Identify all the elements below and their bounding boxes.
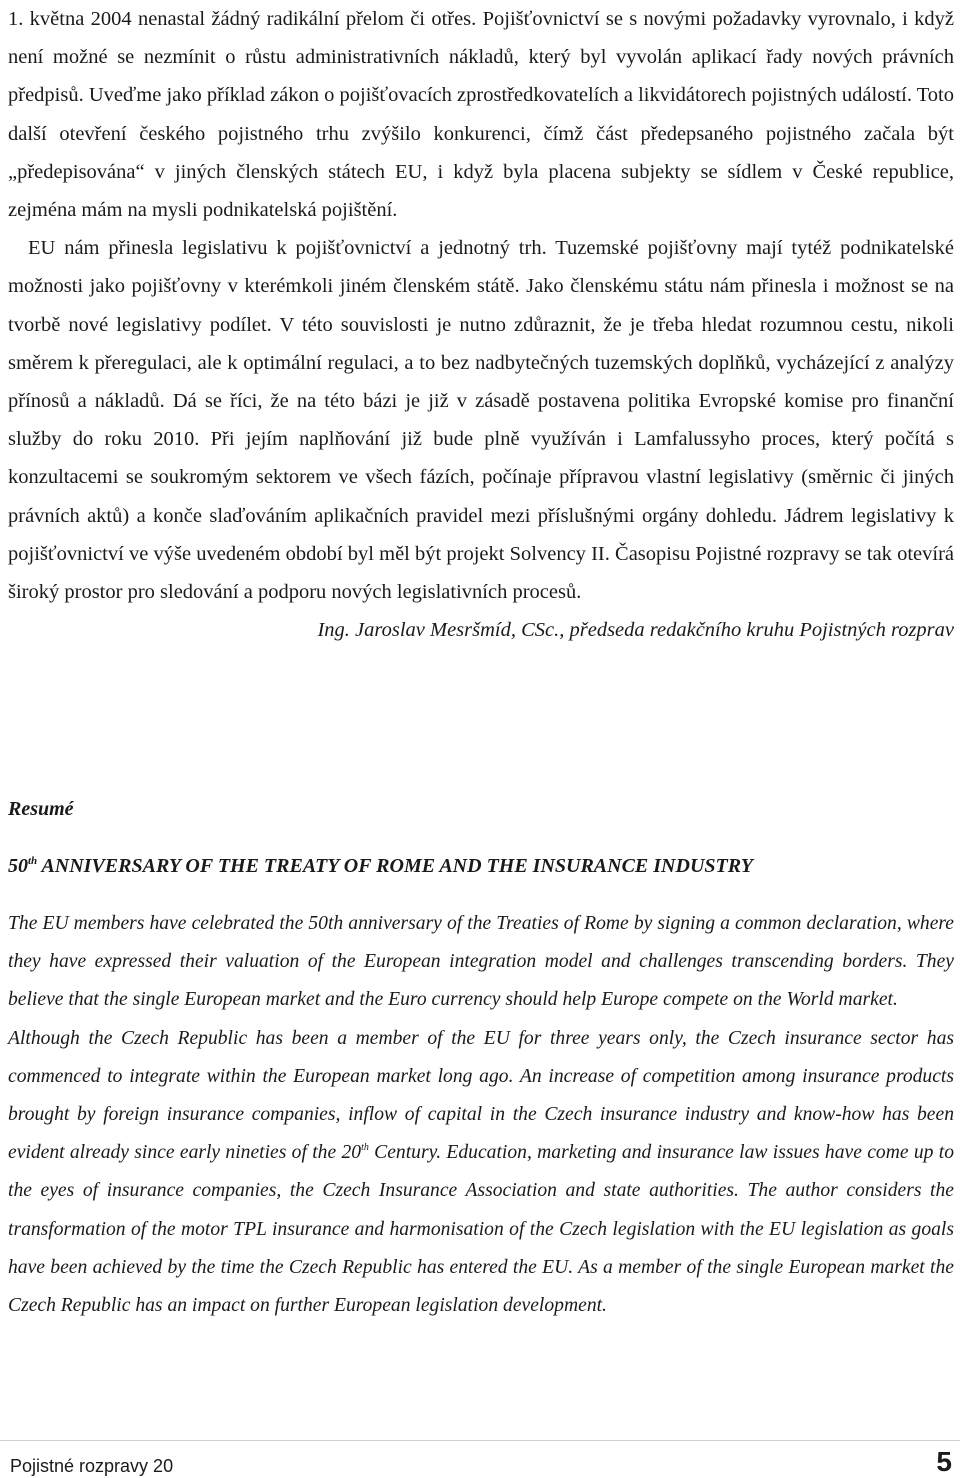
resume-title-text: ANNIVERSARY OF THE TREATY OF ROME AND THE INSURANCE INDUSTRY: [37, 855, 753, 877]
footer-divider: [0, 1440, 960, 1441]
article-body: [8, 0, 954, 611]
article-paragraph: 1. května 2004 nenastal žádný radikální přelom či otřes. Pojišťovnictví se s novými požadavky vyrovnalo, i když není možné se nezmínit o růstu administrativních nákladů, který byl vyvolán aplikací řady nových právních předpisů. Uveďme jako příklad zákon o pojišťovacích zprostředkovatelích a likvidátorech pojistných událostí. Toto další otevření českého pojistného trhu zvýšilo konkurenci, čímž část předepsaného pojistného začala být „předepisována“ v jiných členských státech EU, i když byla placena subjekty se sídlem v České republice, zejména mám na mysli podnikatelská pojištění.: [8, 8, 954, 222]
article-paragraph: EU nám přinesla legislativu k pojišťovnictví a jednotný trh. Tuzemské pojišťovny mají tytéž podnikatelské možnosti jako pojišťovny v kterémkoli jiném členském státě. Jako členskému státu nám přinesla i možnost se na tvorbě nové legislativy podílet. V této souvislosti je nutno zdůraznit, že je třeba hledat rozumnou cestu, nikoli směrem k přeregulaci, ale k optimální regulaci, a to bez nadbytečných tuzemských doplňků, vycházející z analýzy přínosů a nákladů. Dá se říci, že na této bázi je již v zásadě postavena politika Evropské komise pro finanční služby do roku 2010. Při jejím naplňování již bude plně využíván i Lamfalussyho proces, který počítá s konzultacemi se soukromým sektorem ve všech fázích, počínaje přípravou vlastní legislativy (směrnic či jiných právních aktů) a konče slaďováním aplikačních pravidel mezi příslušnými orgány dohledu. Jádrem legislativy k pojišťovnictví ve výše uvedeném období byl měl být projekt Solvency II. Časopisu Pojistné rozpravy se tak otevírá široký prostor pro sledování a podporu nových legislativních procesů.: [8, 237, 954, 604]
article-signature: Ing. Jaroslav Mesršmíd, CSc., předseda redakčního kruhu Pojistných rozprav: [317, 619, 954, 642]
resume-body: [8, 905, 954, 1325]
journal-name: Pojistné rozpravy 20: [10, 1456, 174, 1476]
resume-paragraph-text: Although the Czech Republic has been a member of the EU for three years only, the Czech insurance sector has commenced to integrate within the European market long ago. An increase of competition among insurance products brought by foreign insurance companies, inflow of capital in the Czech insurance industry and know-how has been evident already since early nineties of the 20: [8, 1027, 954, 1164]
resume-paragraph: [8, 1020, 954, 1326]
century-superscript: th: [361, 1142, 369, 1154]
resume-title: [8, 855, 753, 878]
resume-title-number: 50: [8, 855, 28, 877]
document-page: [8, 0, 954, 1317]
resume-heading: Resumé: [8, 798, 74, 820]
resume-title-superscript: th: [28, 855, 38, 867]
resume-paragraph: The EU members have celebrated the 50th anniversary of the Treaties of Rome by signing a common declaration, where they have expressed their valuation of the European integration model and challenges transcending borders. They believe that the single European market and the Euro currency should help Europe compete on the World market.: [8, 913, 954, 1011]
resume-paragraph-text: Century. Education, marketing and insurance law issues have come up to the eyes of insurance companies, the Czech Insurance Association and state authorities. The author considers the transformation of the motor TPL insurance and harmonisation of the Czech legislation with the EU legislation as goals have been achieved by the time the Czech Republic has entered the EU. As a member of the single European market the Czech Republic has an impact on further European legislation development.: [8, 1142, 954, 1317]
page-number: 5: [936, 1446, 952, 1477]
